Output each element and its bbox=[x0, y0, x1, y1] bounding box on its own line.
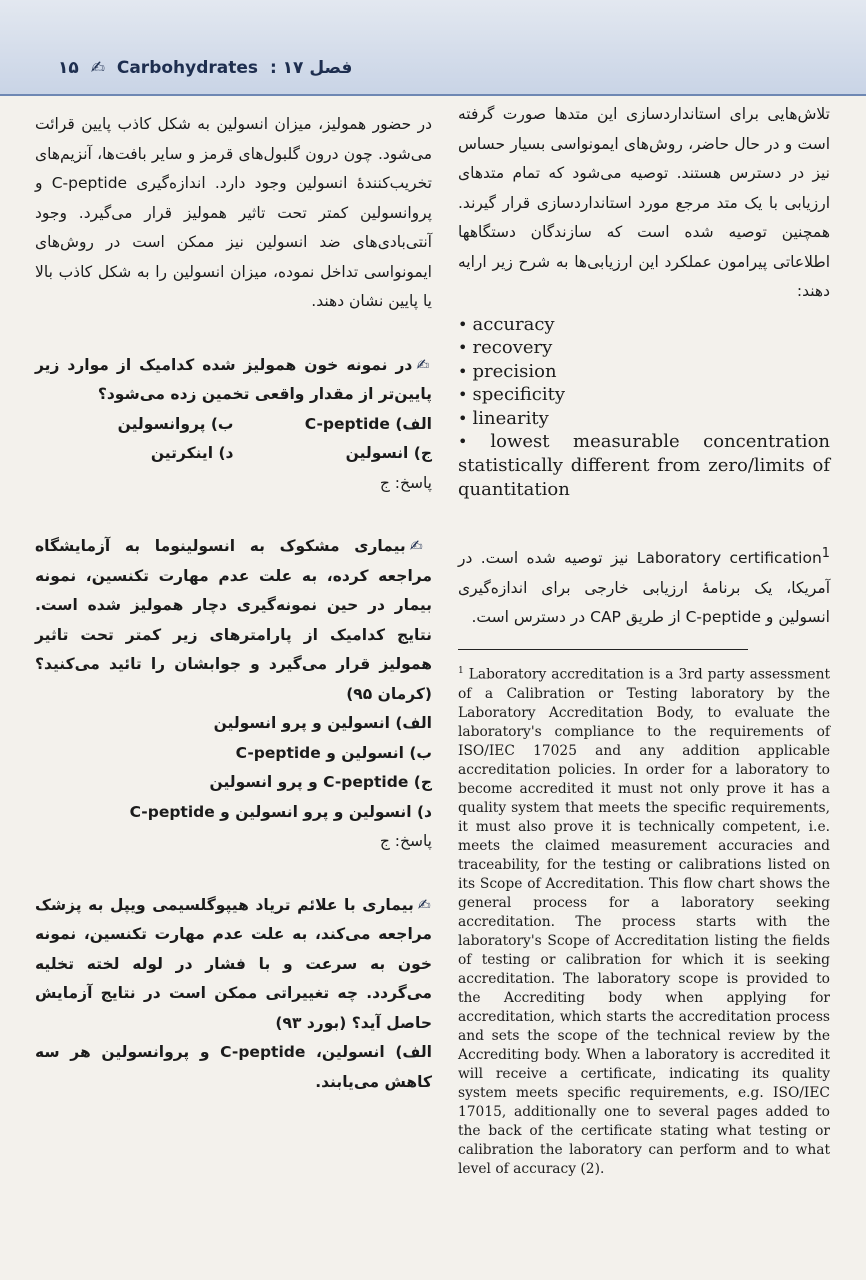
bullet-item: • lowest measurable concentration statistically different from zero/limits of quantitation bbox=[458, 430, 830, 501]
option: ج) انسولین bbox=[345, 444, 432, 462]
option: د) اینکرتین bbox=[150, 444, 234, 462]
footnote-text: Laboratory accreditation is a 3rd party assessment of a Calibration or Testing laboratory by the Laboratory Accreditation Body, to evaluate the laboratory's compliance to the requirements of ISO/IEC 17025 and any addition applicable accreditation policies. In order for a laboratory to become accredited it must not only prove it has a quality system that meets the specific requirements, it must also prove it is technically competent, i.e. meets the claimed measurement accuracies and traceability, for the testing or calibrations listed on its Scope of Accreditation. This flow chart shows the general process for a laboratory seeking accreditation. The process starts with the laboratory's Scope of Accreditation listing the fields of testing or calibration for which it is seeking accreditation. The laboratory scope is provided to the Accrediting body when applying for accreditation, which starts the accreditation process and sets the scope of the technical review by the Accrediting body. When a laboratory is accredited it will receive a certificate, indicating its quality system meets specific requirements, e.g. ISO/IEC 17015, additionally one to several pages added to the back of the certificate stating what testing or calibration the laboratory can perform and to what level of accuracy (2). bbox=[458, 666, 830, 1177]
option: ب) پروانسولین bbox=[117, 414, 234, 433]
bullet-item: • accuracy bbox=[458, 313, 830, 337]
option: ب) انسولین و C-peptide bbox=[235, 743, 432, 762]
left-column bbox=[35, 110, 432, 1097]
cert-text: نیز توصیه شده است. در آمریکا، یک برنامهٔ ارزیابی خارجی برای اندازه‌گیری انسولین و C-peptide از طریق CAP در دسترس است. bbox=[458, 549, 830, 627]
footnote-ref: 1 bbox=[821, 546, 830, 562]
question-1-answer: پاسخ: ج bbox=[379, 473, 432, 492]
bullet-item: • precision bbox=[458, 360, 830, 384]
option: ج) C-peptide و پرو انسولین bbox=[209, 773, 432, 791]
question-2-answer: پاسخ: ج bbox=[379, 832, 432, 850]
option: د) انسولین و پرو انسولین و C-peptide bbox=[129, 802, 432, 821]
option: الف) انسولین و پرو انسولین bbox=[213, 714, 432, 732]
certification-paragraph bbox=[458, 539, 830, 633]
question-1-text: در نمونه خون همولیز شده کدامیک از موارد زیر پایین‌تر از مقدار واقعی تخمین زده می‌شود؟ bbox=[35, 355, 432, 403]
page-header bbox=[0, 0, 866, 96]
question-3 bbox=[35, 891, 432, 1039]
option: الف) C-peptide bbox=[304, 414, 432, 433]
question-1-options bbox=[35, 410, 432, 469]
pen-icon: ✍ bbox=[416, 355, 432, 374]
pen-icon: ✍ bbox=[417, 895, 432, 914]
bullet-item: • linearity bbox=[458, 407, 830, 431]
bookmark-icon: ✍ bbox=[90, 58, 105, 78]
pen-icon: ✍ bbox=[409, 537, 432, 555]
header-title bbox=[58, 58, 358, 78]
option: الف) انسولین، C-peptide و پروانسولین هر سه کاهش می‌یابند. bbox=[35, 1043, 432, 1091]
bullet-item: • specificity bbox=[458, 383, 830, 407]
left-intro: در حضور همولیز، میزان انسولین به شکل کاذب پایین قرائت می‌شود. چون درون گلبول‌های قرمز و سایر بافت‌ها، آنزیم‌های تخریب‌کنندهٔ انسولین وجود دارد. اندازه‌گیری C-peptide و پروانسولین کمتر تحت تاثیر همولیز قرار می‌گیرد. وجود آنتی‌بادی‌های ضد انسولین نیز ممکن است در روش‌های ایمونواسی تداخل نموده، میزان انسولین را به شکل کاذب بالا یا پایین نشان دهند. bbox=[35, 115, 432, 310]
footnote-number: 1 bbox=[458, 665, 464, 676]
footnote bbox=[458, 662, 830, 1179]
page-number: ۱۵ bbox=[58, 58, 79, 78]
bullet-item: • recovery bbox=[458, 336, 830, 360]
bullet-list bbox=[458, 313, 830, 502]
question-2 bbox=[35, 532, 432, 709]
question-1 bbox=[35, 351, 432, 410]
right-column bbox=[458, 100, 830, 1179]
footnote-rule bbox=[458, 649, 748, 650]
book-title: Carbohydrates bbox=[116, 58, 259, 78]
question-2-text: بیماری مشکوک به انسولینوما به آزمایشگاه مراجعه کرده، به علت عدم مهارت تکنسین، نمونه بیمار در حین نمونه‌گیری دچار همولیز شده است. نتایج کدامیک از پارامترهای زیر کمتر تحت تاثیر همولیز قرار می‌گیرد و جوابشان را تائید می‌کنید؟ (کرمان ۹۵) bbox=[35, 537, 432, 703]
chapter-label: : فصل ۱۷ bbox=[269, 58, 353, 78]
cert-term: Laboratory certification bbox=[636, 549, 822, 568]
question-3-text: بیماری با علائم تریاد هیپوگلسیمی ویپل به پزشک مراجعه می‌کند، به علت عدم مهارت تکنسین، نمونه خون به سرعت و با فشار در لوله لخته تخلیه می‌گردد. چه تغییراتی ممکن است در نتایج آزمایش حاصل آید؟ (بورد ۹۳) bbox=[35, 895, 432, 1032]
right-intro: تلاش‌هایی برای استانداردسازی این متدها صورت گرفته است و در حال حاضر، روش‌های ایمونواسی بسیار حساس نیز در دسترس هستند. توصیه می‌شود که تمام متدهای ارزیابی با یک متد مرجع مورد استانداردسازی قرار گیرند. همچنین توصیه شده است که سازندگان دستگاهها اطلاعاتی پیرامون عملکرد این ارزیابی‌ها به شرح زیر ارایه دهند: bbox=[458, 105, 830, 300]
